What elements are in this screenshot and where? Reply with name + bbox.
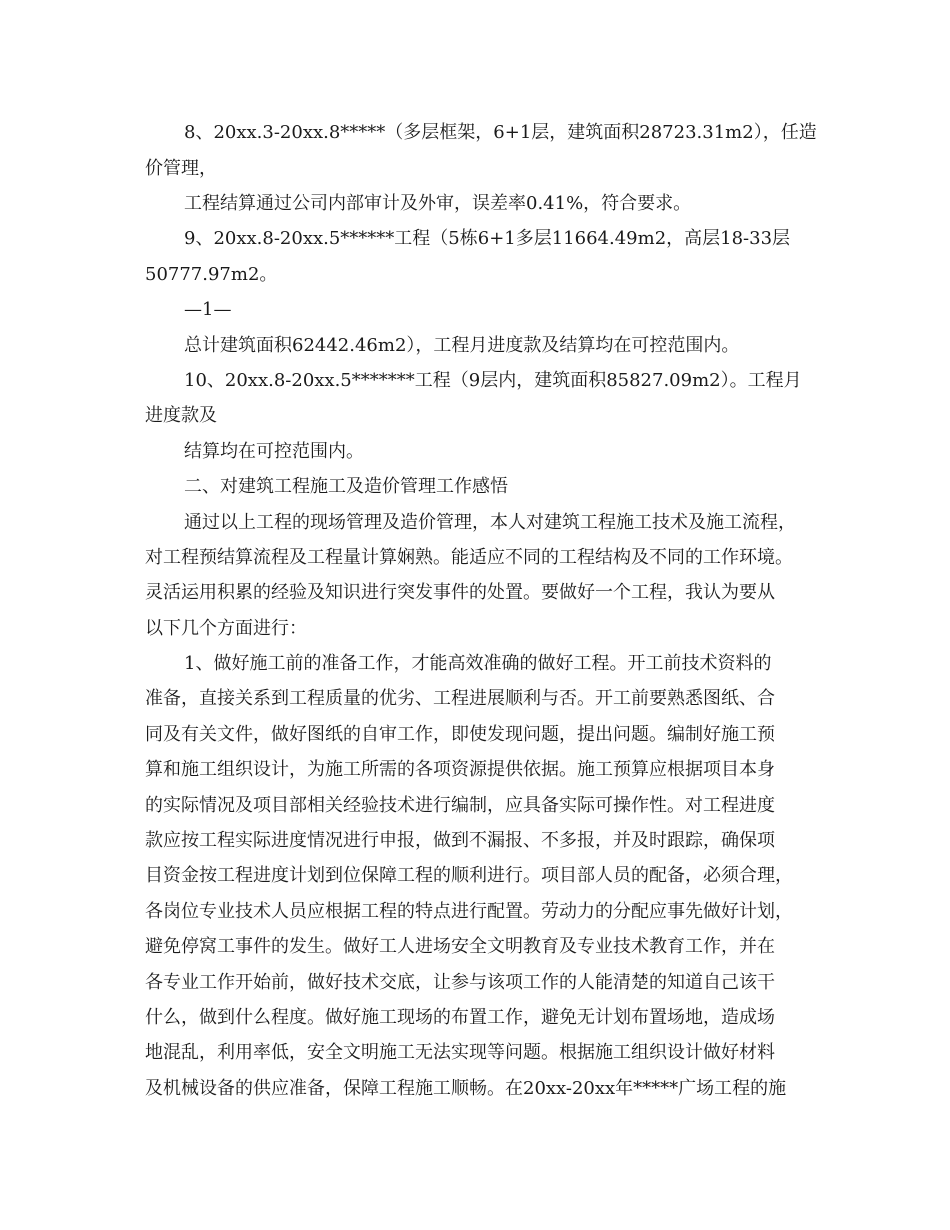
text-line: 款应按工程实际进度情况进行申报，做到不漏报、不多报，并及时跟踪，确保项 xyxy=(145,830,775,851)
text-line: 避免停窝工事件的发生。做好工人进场安全文明教育及专业技术教育工作，并在 xyxy=(145,936,775,957)
text-line: 进度款及 xyxy=(145,405,217,426)
text-line: 同及有关文件，做好图纸的自审工作，即使发现问题，提出问题。编制好施工预 xyxy=(145,724,775,745)
text-line: 各岗位专业技术人员应根据工程的特点进行配置。劳动力的分配应事先做好计划， xyxy=(145,901,793,922)
text-line: 9、20xx.8-20xx.5******工程（5栋6+1多层11664.49m2，高层18-33层 xyxy=(184,228,791,249)
page-number: —1— xyxy=(184,299,232,320)
text-line: 准备，直接关系到工程质量的优劣、工程进展顺利与否。开工前要熟悉图纸、合 xyxy=(145,688,775,709)
text-line: 目资金按工程进度计划到位保障工程的顺利进行。项目部人员的配备，必须合理， xyxy=(145,865,793,886)
text-line: 灵活运用积累的经验及知识进行突发事件的处置。要做好一个工程，我认为要从 xyxy=(145,582,775,603)
text-line: 及机械设备的供应准备，保障工程施工顺畅。在20xx-20xx年*****广场工程的施 xyxy=(145,1078,787,1099)
text-line: 算和施工组织设计，为施工所需的各项资源提供依据。施工预算应根据项目本身 xyxy=(145,759,775,780)
text-line: 什么，做到什么程度。做好施工现场的布置工作，避免无计划布置场地，造成场 xyxy=(145,1007,775,1028)
text-line: 以下几个方面进行： xyxy=(145,618,307,639)
text-line: 1、做好施工前的准备工作，才能高效准确的做好工程。开工前技术资料的 xyxy=(184,653,772,674)
text-line: 总计建筑面积62442.46m2），工程月进度款及结算均在可控范围内。 xyxy=(184,335,740,356)
text-line: 对工程预结算流程及工程量计算娴熟。能适应不同的工程结构及不同的工作环境。 xyxy=(145,547,793,568)
text-line: 结算均在可控范围内。 xyxy=(184,441,364,462)
text-line: 的实际情况及项目部相关经验技术进行编制，应具备实际可操作性。对工程进度 xyxy=(145,795,775,816)
text-line: 各专业工作开始前，做好技术交底，让参与该项工作的人能清楚的知道自己该干 xyxy=(145,972,775,993)
text-line: 工程结算通过公司内部审计及外审，误差率0.41%，符合要求。 xyxy=(184,193,692,214)
text-line: 50777.97m2。 xyxy=(145,264,278,285)
text-line: 价管理， xyxy=(145,158,217,179)
text-line: 10、20xx.8-20xx.5*******工程（9层内，建筑面积85827.09m2）。工程月 xyxy=(184,370,802,391)
text-line: 地混乱，利用率低，安全文明施工无法实现等问题。根据施工组织设计做好材料 xyxy=(145,1042,775,1063)
text-line: 通过以上工程的现场管理及造价管理，本人对建筑工程施工技术及施工流程， xyxy=(184,512,796,533)
section-heading: 二、对建筑工程施工及造价管理工作感悟 xyxy=(184,476,508,497)
text-line: 8、20xx.3-20xx.8*****（多层框架，6+1层，建筑面积28723.31m2），任造 xyxy=(184,122,817,143)
